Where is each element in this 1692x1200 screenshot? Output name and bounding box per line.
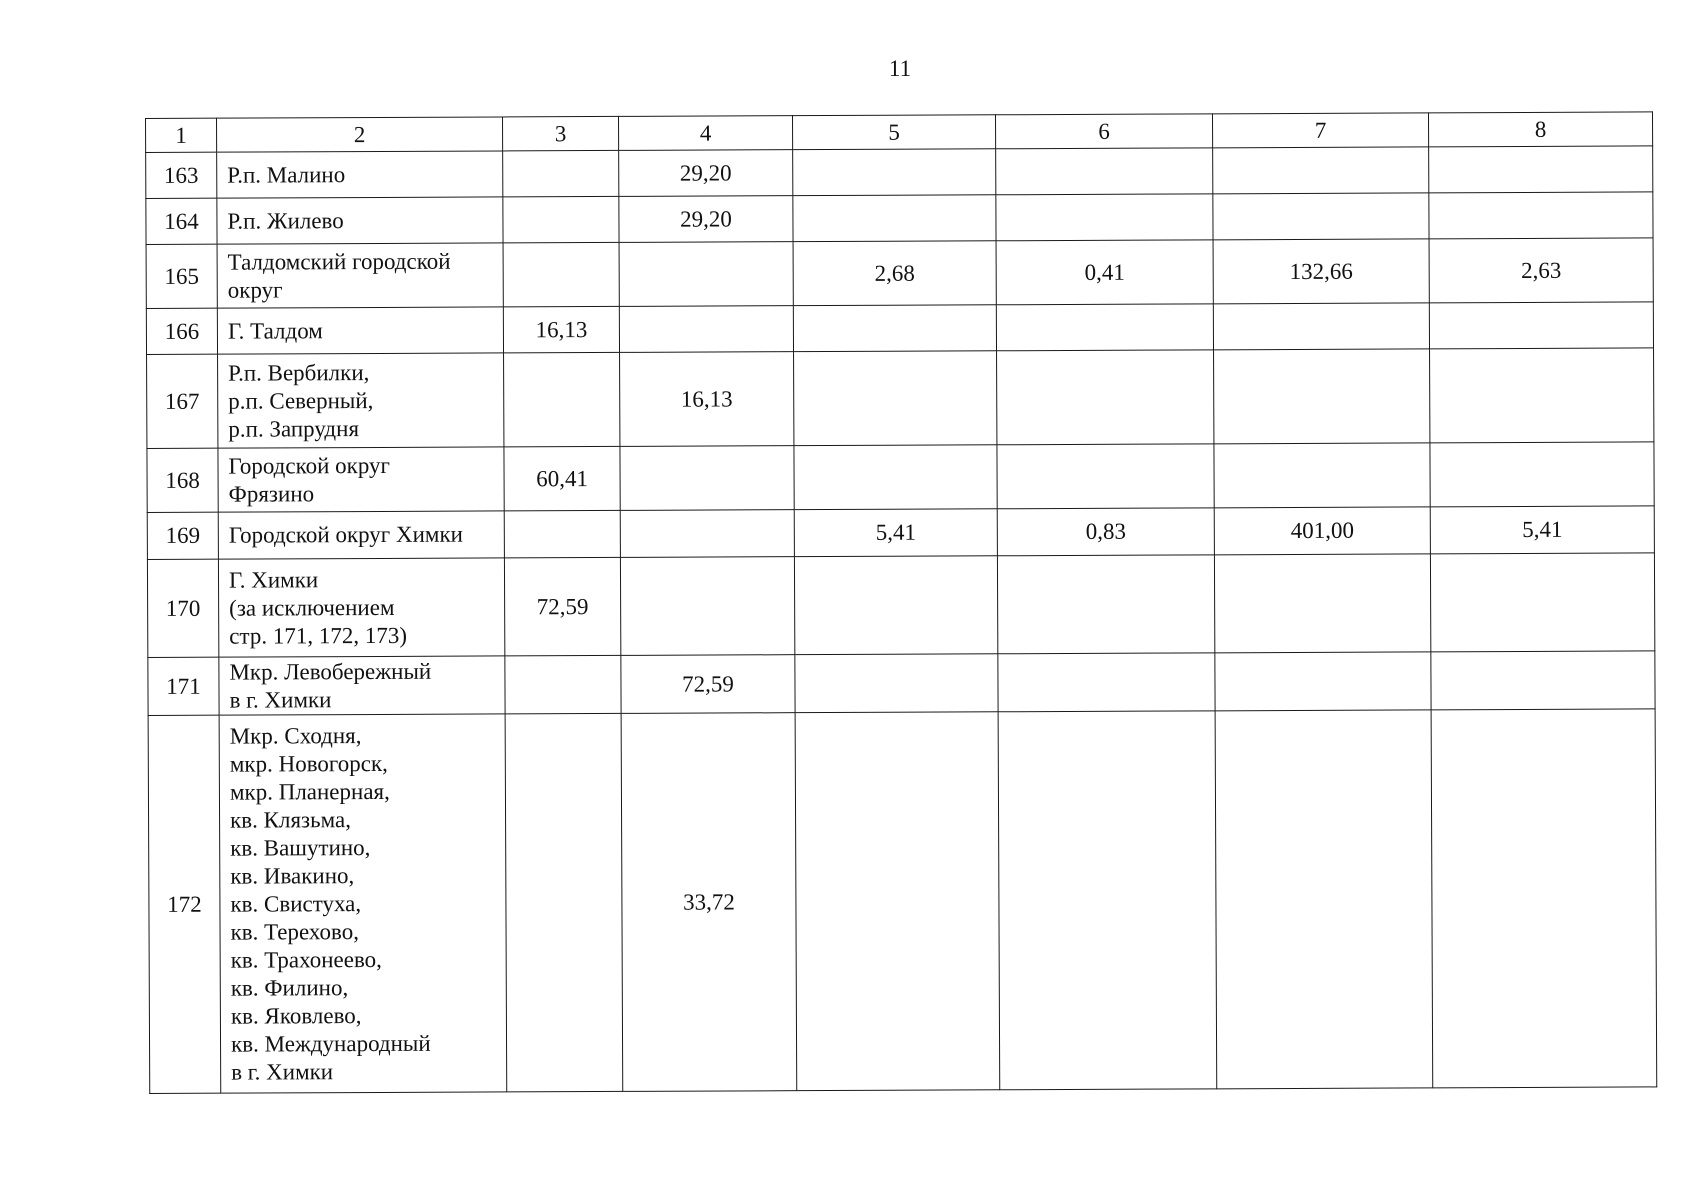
cell-col3 bbox=[503, 196, 619, 243]
table-row bbox=[147, 553, 1654, 658]
cell-col5 bbox=[795, 712, 1000, 1091]
cell-col8 bbox=[1429, 302, 1653, 349]
table-row bbox=[146, 192, 1653, 245]
table-row bbox=[148, 709, 1657, 1094]
cell-col3: 16,13 bbox=[503, 306, 619, 353]
header-cell-3: 3 bbox=[502, 116, 618, 151]
cell-col5 bbox=[794, 445, 997, 510]
header-cell-1: 1 bbox=[146, 118, 217, 152]
cell-col7: 132,66 bbox=[1213, 239, 1429, 304]
cell-col6 bbox=[997, 444, 1214, 509]
cell-col4 bbox=[620, 510, 794, 558]
cell-col3 bbox=[504, 352, 620, 447]
tariff-table-container bbox=[145, 111, 1657, 1094]
cell-col7 bbox=[1213, 303, 1429, 350]
cell-col4: 29,20 bbox=[619, 196, 793, 243]
territory-name: Городской округ Фрязино bbox=[218, 447, 504, 512]
row-number: 171 bbox=[148, 657, 219, 715]
row-number: 163 bbox=[146, 152, 217, 198]
territory-name: Г. Химки (за исключением стр. 171, 172, 173) bbox=[218, 558, 504, 657]
cell-col3 bbox=[505, 655, 621, 714]
cell-col5 bbox=[793, 149, 996, 196]
cell-col3 bbox=[503, 150, 619, 197]
cell-col8 bbox=[1430, 553, 1654, 652]
cell-col5 bbox=[794, 351, 997, 446]
cell-col8 bbox=[1429, 146, 1653, 193]
cell-col3: 60,41 bbox=[504, 446, 620, 511]
row-number: 172 bbox=[148, 715, 221, 1093]
cell-col5: 2,68 bbox=[793, 241, 996, 306]
cell-col7 bbox=[1214, 554, 1430, 653]
header-cell-5: 5 bbox=[792, 115, 995, 150]
tariff-table bbox=[145, 111, 1657, 1094]
cell-col6 bbox=[996, 194, 1213, 241]
row-number: 168 bbox=[147, 448, 218, 512]
cell-col4 bbox=[619, 242, 793, 307]
row-number: 169 bbox=[147, 512, 218, 559]
cell-col7 bbox=[1214, 443, 1430, 508]
table-row bbox=[146, 238, 1653, 309]
cell-col6 bbox=[996, 304, 1213, 351]
cell-col5 bbox=[793, 195, 996, 242]
cell-col8 bbox=[1430, 442, 1654, 507]
cell-col5 bbox=[795, 654, 998, 713]
cell-col3 bbox=[505, 713, 623, 1092]
cell-col5 bbox=[793, 305, 996, 352]
cell-col8 bbox=[1429, 192, 1653, 239]
territory-name: Талдомский городской округ bbox=[217, 243, 503, 308]
cell-col7 bbox=[1214, 349, 1430, 444]
cell-col5 bbox=[794, 556, 997, 655]
cell-col8: 5,41 bbox=[1430, 506, 1654, 554]
table-row bbox=[148, 651, 1655, 716]
cell-col8 bbox=[1431, 709, 1657, 1088]
row-number: 170 bbox=[147, 559, 218, 657]
cell-col6 bbox=[997, 350, 1214, 445]
cell-col8 bbox=[1430, 348, 1654, 443]
cell-col4: 29,20 bbox=[619, 150, 793, 197]
row-number: 167 bbox=[147, 354, 218, 448]
table-row bbox=[147, 442, 1654, 513]
cell-col8: 2,63 bbox=[1429, 238, 1653, 303]
cell-col7 bbox=[1215, 652, 1431, 711]
header-cell-2: 2 bbox=[217, 117, 503, 152]
header-cell-8: 8 bbox=[1428, 112, 1652, 147]
territory-name: Городской округ Химки bbox=[218, 511, 504, 559]
cell-col3 bbox=[504, 510, 620, 558]
territory-name: Р.п. Вербилки, р.п. Северный, р.п. Запрудня bbox=[218, 353, 504, 448]
territory-name: Р.п. Жилево bbox=[217, 197, 503, 244]
territory-name: Г. Талдом bbox=[217, 307, 503, 354]
territory-name: Р.п. Малино bbox=[217, 151, 503, 198]
territory-name: Мкр. Сходня, мкр. Новогорск, мкр. Планерная, кв. Клязьма, кв. Вашутино, кв. Ивакино, кв. Свистуха, кв. Терехово, кв. Трахонеево, кв. Филино, кв. Яковлево, кв. Международный в г. Химки bbox=[219, 714, 507, 1093]
row-number: 164 bbox=[146, 198, 217, 244]
table-row bbox=[147, 506, 1654, 560]
cell-col4: 72,59 bbox=[621, 655, 795, 714]
cell-col4 bbox=[620, 446, 794, 511]
cell-col4: 16,13 bbox=[620, 352, 794, 447]
cell-col8 bbox=[1431, 651, 1655, 710]
cell-col6 bbox=[998, 653, 1215, 712]
cell-col6 bbox=[996, 148, 1213, 195]
cell-col6: 0,41 bbox=[996, 240, 1213, 305]
cell-col6 bbox=[998, 711, 1217, 1090]
cell-col5: 5,41 bbox=[794, 509, 997, 557]
header-cell-4: 4 bbox=[618, 116, 792, 151]
header-cell-6: 6 bbox=[995, 114, 1212, 149]
cell-col7 bbox=[1213, 193, 1429, 240]
cell-col6: 0,83 bbox=[997, 508, 1214, 556]
cell-col4 bbox=[619, 306, 793, 353]
cell-col7: 401,00 bbox=[1214, 507, 1430, 555]
cell-col4: 33,72 bbox=[621, 713, 797, 1092]
cell-col7 bbox=[1215, 710, 1433, 1089]
cell-col3: 72,59 bbox=[504, 557, 620, 656]
row-number: 165 bbox=[146, 244, 217, 308]
territory-name: Мкр. Левобережный в г. Химки bbox=[219, 656, 505, 715]
cell-col4 bbox=[620, 557, 794, 656]
row-number: 166 bbox=[146, 308, 217, 354]
cell-col3 bbox=[503, 242, 619, 307]
table-row bbox=[147, 348, 1654, 449]
header-cell-7: 7 bbox=[1212, 113, 1428, 148]
table-row bbox=[146, 146, 1653, 199]
cell-col6 bbox=[997, 555, 1214, 654]
cell-col7 bbox=[1213, 147, 1429, 194]
page-number: 11 bbox=[888, 56, 912, 81]
table-row bbox=[146, 302, 1653, 355]
